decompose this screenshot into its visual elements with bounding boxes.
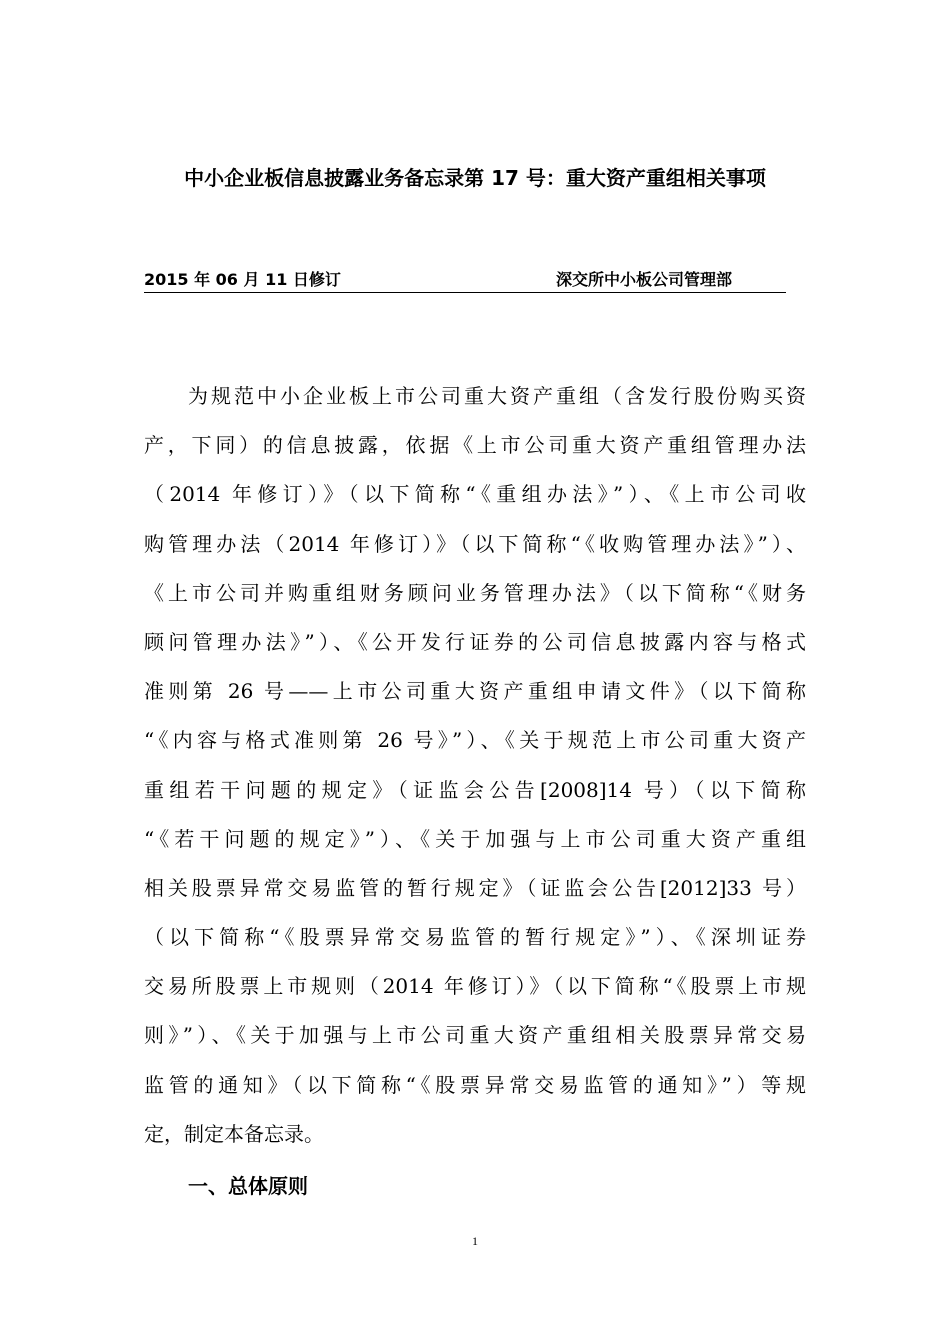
preamble-paragraph bbox=[144, 372, 806, 1159]
paragraph-line: 重组若干问题的规定》（证监会公告[2008]14 号）（以下简称 bbox=[144, 777, 806, 802]
paragraph-line: 相关股票异常交易监管的暂行规定》（证监会公告[2012]33 号） bbox=[144, 875, 806, 900]
paragraph-line: 《上市公司并购重组财务顾问业务管理办法》（以下简称“《财务 bbox=[144, 580, 806, 605]
revision-info-line bbox=[144, 268, 786, 293]
page-number: 1 bbox=[472, 1234, 478, 1248]
document-title: 中小企业板信息披露业务备忘录第 17 号：重大资产重组相关事项 bbox=[184, 166, 766, 190]
issuing-department: 深交所中小板公司管理部 bbox=[556, 270, 733, 289]
paragraph-line: 定，制定本备忘录。 bbox=[144, 1121, 324, 1146]
paragraph-line: 准则第 26 号——上市公司重大资产重组申请文件》（以下简称 bbox=[144, 679, 806, 704]
paragraph-line: 交易所股票上市规则（2014 年修订）》（以下简称“《股票上市规 bbox=[144, 974, 806, 999]
section-heading: 一、总体原则 bbox=[188, 1174, 308, 1198]
paragraph-line: 产，下同）的信息披露，依据《上市公司重大资产重组管理办法 bbox=[144, 433, 806, 458]
paragraph-line: 则》”）、《关于加强与上市公司重大资产重组相关股票异常交易 bbox=[144, 1023, 806, 1048]
paragraph-line: 购管理办法（2014 年修订）》（以下简称“《收购管理办法》”）、 bbox=[144, 531, 806, 556]
paragraph-line: “《若干问题的规定》”）、《关于加强与上市公司重大资产重组 bbox=[144, 826, 806, 851]
paragraph-line: （以下简称“《股票异常交易监管的暂行规定》”）、《深圳证券 bbox=[144, 925, 806, 950]
paragraph-line: 为规范中小企业板上市公司重大资产重组（含发行股份购买资 bbox=[188, 384, 806, 408]
revision-date: 2015 年 06 月 11 日修订 bbox=[144, 270, 341, 289]
paragraph-line: “《内容与格式准则第 26 号》”）、《关于规范上市公司重大资产 bbox=[144, 728, 806, 753]
paragraph-line: （2014 年修订）》（以下简称“《重组办法》”）、《上市公司收 bbox=[144, 482, 806, 507]
paragraph-line: 监管的通知》（以下简称“《股票异常交易监管的通知》”）等规 bbox=[144, 1072, 806, 1097]
paragraph-line: 顾问管理办法》”）、《公开发行证券的公司信息披露内容与格式 bbox=[144, 629, 806, 654]
